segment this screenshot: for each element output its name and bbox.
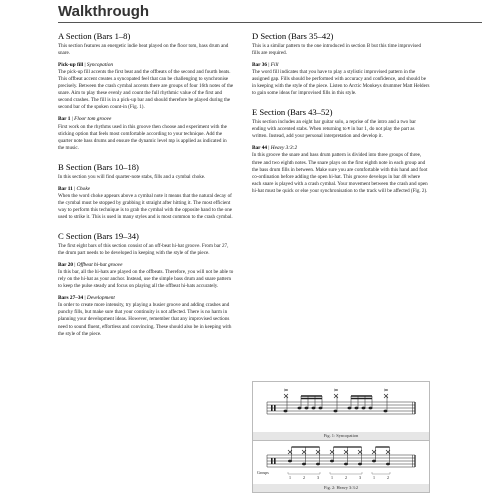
section-b-sub1-title: Bar 11 | Choke — [58, 185, 91, 192]
section-d-heading: D Section (Bars 35–42) — [252, 31, 334, 41]
fig2-group-number: 2 — [345, 475, 347, 480]
section-e-sub1-text: In this groove the snare and bass drum pattern is divided into three groups of three, three and two eighth notes. The snare plays on the first eighth note in each group and the bass drum fills in between. Make sure you are comfortable with this hand and foot co-ordination before adding the open hi-hat. This groove develops in bar 48 where each snare is played with a crash cymbal. Your movement between the crash and open hi-hat must be quick or else your synchronisation to the track will be affected (Fig. 2). — [252, 152, 428, 194]
section-a-heading: A Section (Bars 1–8) — [58, 31, 131, 41]
section-b-sub1-text: When the word choke appears above a cymbal note it means that the natural decay of the cymbal must be stopped by grabbing it straight after hitting it. The most efficient way to perform this technique is to grab the cymbal with the opposite hand to the one used to strike it. This is used in many styles and is most common to the crash cymbal. — [58, 192, 233, 220]
fig2-group-number: 3 — [317, 475, 319, 480]
fig2-group-number: 2 — [303, 475, 305, 480]
section-d-intro: This is a similar pattern to the one introduced in section B but this time improvised fills are required. — [252, 42, 422, 56]
figure-heavy-332 — [252, 440, 430, 493]
fig2-groups-label: Groups — [257, 470, 269, 475]
section-d-sub1-title: Bar 36 | Fill — [252, 61, 279, 68]
fig2-group-number: 3 — [359, 475, 361, 480]
section-c-intro: The first eight bars of this section consist of an off-beat hi-hat groove. From bar 27, the drum part needs to be developed in keeping with the style of the piece. — [58, 242, 229, 256]
page-title: Walkthrough — [58, 3, 150, 20]
fig2-group-number: 1 — [373, 475, 375, 480]
title-rule — [58, 22, 482, 23]
fig2-group-number: 1 — [289, 475, 291, 480]
section-b-intro: In this section you will find quarter-note stabs, fills and a cymbal choke. — [58, 173, 206, 180]
fig1-notation — [253, 382, 429, 432]
section-c-sub1-text: In this bar, all the hi-hats are played on the offbeats. Therefore, you will not be able to rely on the hi-hat as your anchor. Instead, use the simple bass drum and snare pattern to keep the pulse steady and focus on playing all the offbeat hi-hats accurately. — [58, 269, 234, 290]
section-c-heading: C Section (Bars 19–34) — [58, 230, 139, 241]
section-c-sub2-title: Bars 27–34 | Development — [58, 295, 115, 302]
section-e-intro: This section includes an eight bar guitar solo, a reprise of the intro and a two bar ending with accented stabs. When returning to 𝄋 in bar 1, do not play the part as written. Instead, add your personal interpretation and develop it. — [252, 119, 416, 140]
section-a-sub2-text: First work on the rhythms used in this groove then choose and experiment with the sticking option that feels most comfortable according to your technique. Add the quarter note bass drums and ensure the dynamic level mp is applied as indicated in the music. — [58, 123, 227, 151]
fig2-group-number: 1 — [331, 475, 333, 480]
fig2-caption: Fig. 2: Heavy 3:3:2 — [253, 484, 429, 492]
fig2-notation — [253, 441, 429, 486]
figure-syncopation — [252, 381, 430, 441]
section-c-sub2-text: In order to create more intensity, try playing a busier groove and adding crashes and punchy fills, but make sure that your continuity is not affected. There is no harm in planning your development ideas. However, remember that any improvised sections need to sound fluent, effortless and convincing. These should also be in keeping with the style of the piece. — [58, 302, 232, 337]
section-b-heading: B Section (Bars 10–18) — [58, 161, 139, 172]
section-e-heading: E Section (Bars 43–52) — [252, 107, 333, 118]
section-a-intro: This section features an energetic indie beat played on the floor tom, bass drum and snare. — [58, 42, 229, 56]
section-a-sub1-text: The pick-up fill accents the first beat and the offbeats of the second and fourth beats. This offbeat accent creates a syncopated feel that can be challenging to synchronise precisely. Between the crash cymbal accents there are groups of four 16th notes of the snare. Aim to play these evenly and count the full rhythmic value of the first and second crashes. The fill is in a pick-up bar and should therefore be played during the second bar of the spoken count-in (Fig. 1). — [58, 69, 234, 111]
fig2-group-number: 2 — [387, 475, 389, 480]
section-c-sub1-title: Bar 20 | Offbeat hi-hat groove — [58, 261, 123, 268]
section-d-sub1-text: The word fill indicates that you have to play a stylistic improvised pattern in the assigned gap. Fills should be performed with accuracy and confidence, and should be in keeping with the style of the piece. Listen to Arctic Monkeys drummer Matt Helders to gain some ideas for improvised fills in this style. — [252, 69, 430, 97]
section-a-sub2-title: Bar 1 | Floor tom groove — [58, 116, 112, 123]
left-column — [58, 32, 234, 340]
section-a-sub1-title: Pick-up fill | Syncopation — [58, 61, 114, 68]
fig1-caption: Fig. 1: Syncopation — [253, 432, 429, 440]
section-e-sub1-title: Bar 44 | Heavy 3:3:2 — [252, 145, 298, 152]
right-column — [252, 32, 430, 197]
